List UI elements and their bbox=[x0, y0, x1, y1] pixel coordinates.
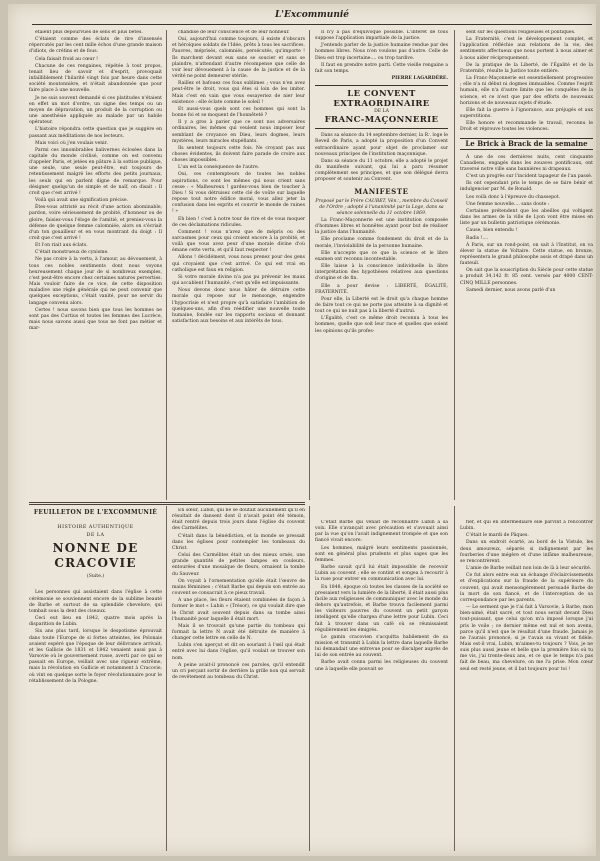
story-paragraph: Lubin s'en aperçut et dit en souriant à l'œil qui était entré avec lui dans l'église, qu'il voulait se trouver son nom. bbox=[172, 643, 305, 661]
story-paragraph: C'était Barbe qui venait de reconnaître Lubin à sa voix. Elle s'avançait avec précaution et s'avouait ainsi par la vue qu'on l'avait indignement trompée et que son fiancé vivait encore. bbox=[315, 520, 448, 544]
paragraph: Radis !.... bbox=[466, 235, 489, 241]
paragraph: C'est un progrès sur l'incident tapageur de l'an passé. bbox=[466, 174, 593, 180]
story-paragraph: C'était le mardi de Pâques. bbox=[466, 533, 529, 539]
story-paragraph: Mais il se trouvait qu'une partie du tombeau qui formait la lettre N avait été détruite de manière à changer cette lettre en celle de N. bbox=[172, 623, 305, 642]
paragraph: C'étaient comme des éclats de rire d'insensés répercutés par les cent mille échos d'une grande maison d'idiots, de crétins et de fous. bbox=[29, 37, 162, 55]
feuilleton-column-2 bbox=[172, 508, 305, 848]
paragraph: Une femme nouvelle.... sans doute : bbox=[466, 201, 550, 207]
paragraph: étaient plus dépourvues de sens et plus bêtes. bbox=[35, 30, 143, 35]
paragraph: L'Égalité, c'est ce même droit reconnu à tous les hommes, quelle que soit leur race et quelles que soient les opinions qu'ils profes- bbox=[315, 316, 448, 334]
story-paragraph: — Le serment que je t'ai fait à Varsovie, à Barbe, mon bien-aimé, était sacré, et tout nous serait devant Dieu tout-puissant, que celui qu'on m'a imposé lorsque j'ai pris le voile ; ce dernier même est nul et non avenu, parce qu'il n'est que le résultat d'une fraude. Jamais je ne l'aurais prononcé, si je t'avais su vivant et fidèle. Mais est-il vrai, Lubin, m'aimes-tu toujours ? Vois, je ne suis plus aussi jeune et belle que la première fois où tu me vis, j'ai trente-deux ans, et ce que le temps n'a pas fait de beau, ma chevelure, on me l'a prise. Mon cœur seul est resté jeune, et il bat toujours pour toi ! bbox=[460, 605, 593, 672]
story-paragraph: En 1848, époque où toutes les classes de la société se pressaient vers la lumière de la liberté, il était aussi plus facile aux religieuses de communiquer avec le monde du dehors qu'autrefois, et Barbe trouva facilement parmi les visiteurs pauvres du couvent un petit garçon intelligent qu'elle chargea d'une lettre pour Lubin. Ceci fait à trouver dans un café où se réunissaient régulièrement les émigrés. bbox=[315, 584, 448, 633]
paragraph: Elle honore et recommande le travail, reconnu le Droit et réprouve toutes les violences. bbox=[460, 121, 593, 133]
story-paragraph: Les hommes, malgré leurs sentiments passionnés, sont en général plus prudents et plus sages que les femmes. bbox=[315, 545, 448, 563]
paragraph: Samedi dernier, nous avons parlé d'un bbox=[466, 287, 556, 293]
convent-heading bbox=[315, 85, 448, 129]
paragraph: Allons ! décidément, vous nous prenez pour des gens qui croyaient que c'est arrivé. Ce qui est vrai en catholique est faux en religion. bbox=[172, 255, 305, 273]
story-paragraph: On voyait à l'ornementation qu'elle était l'œuvre de mains féminines ; c'était Barbe qui depuis son entrée au couvent se consacrait à ce pieux travail. bbox=[172, 578, 305, 597]
article-signature: PIERRE LAGARDÈRE. bbox=[391, 76, 448, 82]
paragraph: Je ne suis souvent demandé si ces platitudes n'étaient en effet un mot d'ordre, un signe des temps ou un moyen de dépravation, un produit de la corruption ou une anesthésie appliquée au malade par un habile opérateur. bbox=[29, 95, 162, 126]
story-suite: (Suite.) bbox=[86, 574, 105, 580]
feuilleton-column-1 bbox=[29, 508, 162, 848]
paragraph: On sait que la souscription du Siècle pour cette statue a produit 34,142 fr. 85 cent. versés par 4000 CENT-CINQ MILLE personnes. bbox=[460, 268, 593, 286]
paragraph: Elle laisse à la conscience individuelle la libre interprétation des hypothèses relatives aux questions d'origine et de fin. bbox=[315, 264, 448, 282]
column-rule bbox=[454, 506, 455, 851]
paragraph: Pour elle, la Liberté est le droit qu'a chaque homme de faire tout ce qui ne porte pas atteinte à sa dignité et tout ce qui ne nuit pas à la liberté d'autrui. bbox=[315, 296, 448, 315]
paragraph: L'histoire répondra cette question que je suggère en passant aux méditations de nos lecteurs. bbox=[29, 127, 162, 139]
feuilleton-rule bbox=[29, 504, 305, 505]
convent-title: LE CONVENT EXTRAORDINAIRE bbox=[333, 89, 430, 110]
paragraph: Raillez et bafouez ces fous sublimes ; vous n'en avez peut-être le droit, vous qui êtes si loin de les imiter. Mais c'est en vain que vous essayeriez de nier leur existence : elle éclate comme le soleil ! bbox=[172, 81, 305, 105]
paragraph: Certes ! nous savons bien que tous les hommes ne sont pas des Curtius et toutes les femmes des Lucrèce, mais nous savons aussi que tous ne font pas métier et mar- bbox=[29, 307, 162, 332]
feuilleton-header: FEUILLETON DE L'EXCOMMUNIÉ bbox=[33, 509, 158, 516]
paragraph: Il faut en prendre notre parti. Cette vieille rengaine a fait son temps. bbox=[315, 62, 448, 74]
story-paragraph: En sœur, Lubin, qui ne se doutait aucunement qu'il en résultait de dansent dont il n'avait point été témoin, était rentré depuis trois jours dans l'église du couvent des Carmélites. bbox=[172, 508, 305, 532]
column-rule bbox=[166, 506, 167, 851]
feuilleton-column-4 bbox=[460, 520, 593, 848]
paragraph: Parmi ces innombrables balivernes éclosées dans la capitale du monde civilisé, comme on est convenu d'appeler Paris, et jetées en pâture à la sottise publique, une seule, une seule peut-être, eut toujours de retentissement malgré les efforts des petits journaux, les seuls qui en parlent digne de remarque. Pour désigner quelqu'un de simple et de naïf, on disait : Il croit que c'est arrivé ! bbox=[29, 147, 162, 196]
paragraph: Chacune de ces rengaines, répétée à tout propos, tenait lieu de savoir et d'esprit, provoquait infailliblement l'hilarité vingt fois par heure dans cette société moutonnière, et n'était abandonnée que pour faire place à une nouvelle. bbox=[29, 63, 162, 94]
paragraph: De la pratique de la Liberté, de l'Égalité et de la Fraternité, résulte la Justice toute entière. bbox=[460, 62, 593, 74]
column-rule bbox=[166, 30, 167, 500]
paragraph: Et l'on riait aux éclats. bbox=[35, 243, 88, 249]
newspaper-page bbox=[8, 4, 596, 856]
paragraph: Cela faisait froid au cœur ! bbox=[35, 56, 98, 62]
paragraph: chandise de leur conscience et de leur honneur. bbox=[178, 30, 290, 35]
column-rule bbox=[454, 30, 455, 500]
article-column-4 bbox=[460, 30, 593, 535]
story-paragraph: L'amie de Barbe veillait non loin de là à leur sécurité. bbox=[466, 566, 592, 572]
column-rule bbox=[309, 506, 310, 851]
paragraph: Nous devons donc nous hâter de détruire cette morale qui repose sur le mensonge, engendre l'hypocrisie et n'est propre qu'à satisfaire l'ambition de quelques-uns, afin d'en réédifier une nouvelle toute humaine, fondée sur les rapports sociaux et donnant satisfaction aux besoins et aux intérêts de tous. bbox=[172, 288, 305, 325]
paragraph: Comment ! vous n'avez que de mépris ou des sarcasmes pour ceux qui croient encore à la probité, et voilà que vous avez peur d'une morale divine d'où émane cette vertu, et qu'il faut respecter ! bbox=[172, 229, 305, 254]
paragraph: Ils sentent toujours cette fois. Ne croyant pas aux choses évidentes, ils doivent faire parade de croire aux choses impossibles. bbox=[172, 145, 305, 164]
paragraph: La Franc-Maçonnerie est une institution composée d'hommes libres et honnêtes ayant pour but de réaliser la justice dans l'humanité. bbox=[315, 217, 448, 236]
story-paragraph: Barbe savait qu'il lui était impossible de recevoir Lubin au couvent ; elle se contint et songea à recourir à la ruse pour entrer en communication avec lui. bbox=[315, 565, 448, 583]
paragraph: J'entends parler de la justice humaine rendue par des hommes libres. Nous n'en voulons pas d'autre. Celle de Dieu est trop incertaine.... ou trop tardive. bbox=[315, 43, 448, 61]
story-paragraph: A une place, les fleurs étaient combinées de façon à former le mot « Lubin » (Trésor), ce qui voulait dire que le Christ avait souvent depuis dans sa tombe ainsi l'humanité pour laquelle il était mort. bbox=[172, 598, 305, 622]
story-paragraph: Dans un endroit écarté, au bord de la Vistule, les deux amoureux, séparés si indignement par les fourberies d'une mégère et d'une infâme malheureuse, se rencontrèrent. bbox=[460, 540, 593, 564]
article-column-3 bbox=[315, 30, 448, 535]
story-paragraph: Ceci eut lieu en 1842, quatre mois après la disparition de Lubin. bbox=[29, 616, 162, 628]
paragraph: Oui, ces contempteurs de toutes les nobles aspirations, ce sont les mêmes qui nous crient sans cesse : « Malheureux ! gardez-vous bien de toucher à Dieu ! Si vous détruisez cette clé de voûte sur laquelle repose tout notre édifice moral, vous allez jeter la confusion dans les esprits et couvrir le monde de ruines ! » bbox=[172, 172, 305, 215]
story-kicker: HISTOIRE AUTHENTIQUE bbox=[57, 525, 134, 530]
story-paragraph: C'était dans la bénédiction, et la monde se pressait dans les églises pour contempler les tombeaux du Christ. bbox=[172, 533, 305, 551]
manifeste-subtitle: Proposé par le Frère CAUBET, Vén∴, membre du Conseil de l'Ordre ; adopté à l'unanimité par la Loge, dans sa séance solennelle du 11 octobre 1869. bbox=[315, 198, 448, 216]
paragraph: À Paris, sur un rond-point, on sait à l'Institut, on va élever la statue de Voltaire. Cette statue, en bronze, représentera le grand philosophe assis et drapé dans un fauteuil. bbox=[460, 242, 593, 267]
paragraph: Il n'y a pas d'équivoque possible. L'intérêt de tous suppose l'application impartiale de la justice. bbox=[315, 30, 448, 42]
paragraph: Si votre morale divine n'a pas pu prévenir les maux qui accablent l'humanité, c'est qu'elle est impuissante. bbox=[172, 274, 305, 287]
story-paragraph: fier, et qui en intermédiaire elle parvint à rencontrer Lubin. bbox=[460, 520, 593, 532]
paragraph: Elle a pour devise : LIBERTÉ, ÉGALITÉ, FRATERNITÉ. bbox=[315, 283, 448, 295]
paragraph: Elle proclame comme fondement du droit et de la morale, l'inviolabilité de la personne humaine. bbox=[315, 237, 448, 249]
paragraph: Dans sa séance du 11 octobre, elle a adopté le projet du manifeste suivant, qui lui a paru résumer complètement ses principes, et que son délégué devra proposer et soutenir au Convent. bbox=[315, 158, 448, 183]
paragraph: La Franc-Maçonnerie est essentiellement progressive ; elle n'a ni début ni dogmes immuables. Comme l'esprit humain, elle n'a d'autre limite que les conquêtes de la science, et ce n'est que par des efforts de nouveaux horizons et de nouveaux sujets d'étude. bbox=[460, 76, 593, 106]
paragraph: Êtes-vous attristé au récit d'une action abominable, pardon, voire sérieusement de probité, d'honneur ou de gloire, faisiez-vous l'éloge de l'amitié, et preniez-vous la défense de quelque femme calomniée, alors on s'écriait d'un ton gouailleur et en vous montrant du doigt : Il croit que c'est arrivé ! bbox=[29, 205, 162, 241]
paragraph: Les voilà donc à l'épreuve du chassepot. bbox=[466, 194, 561, 200]
story-paragraph: Celui des Carmélites était un des mieux ornés, une grande quantité de petites lampes en couleurs, entourées d'une mosaïque de fleurs, ornaient la tombe du Sauveur. bbox=[172, 553, 305, 577]
story-paragraph: Six ans plus tard, lorsque le despotisme éprouvait dans toute l'Europe de si fortes atteintes, les Polonais avaient espéré que l'époque de leur délivrance arrivait, et les Gallicie de 1831 et 1842 venaient aussi pas à Varsovie où le gouvernement russe, averti par ce qui se passait en Europe, veillait avec une rigueur extrême, mais la révolution en Gallicie et notamment à Cracovie, où vint en quelque sorte le foyer révolutionnaire pour le rétablissement de la Pologne. bbox=[29, 629, 162, 684]
story-paragraph: Ce fut alors entre eux un échange d'éclaircissements et d'explications sur la fraude de la supérieure du couvent, qui avait mensongèrement persuadé Barbe de la mort de son fiancé, et de l'interception de sa correspondance par les parents. bbox=[460, 573, 593, 603]
story-paragraph: Les personnes qui assistaient dans l'église à cette cérémonie se souviennent encore de la sublime beauté de Barbe et surtout de sa splendide chevelure, qui tombait sous la dent des ciseaux. bbox=[29, 590, 162, 614]
story-paragraph: A peine avait-il prononcé ces paroles, qu'il entendit un cri perçant sortir de derrière la grille non qui servait de revêtement au tombeau du Christ. bbox=[172, 662, 305, 681]
paragraph: L'un est la conséquence de l'autre. bbox=[178, 165, 260, 171]
paragraph: À une de ces dernières nuits, cent cinquante Canadiens, engagés dans les zouaves pontificaux, ont traversé notre ville sans bannières ni drapeaux. bbox=[460, 154, 593, 172]
paragraph: Elle n'accepte que ce que la science et le libre examen ont reconnu incontestable. bbox=[315, 250, 448, 262]
paragraph: Ils ont cependant pris le temps de se faire bénir et indulgencier par M. de Bonald. bbox=[460, 181, 593, 193]
paragraph: Dans sa séance du 14 septembre dernier, la R∴ loge le Reveil de Paris, a adopté la proposition d'un Convent extraordinaire ayant pour objet de proclamer sur nouveaux principes de l'institution maçonnique. bbox=[315, 133, 448, 157]
feuilleton-column-3 bbox=[315, 520, 448, 848]
manifeste-title: MANIFESTE bbox=[354, 186, 409, 196]
story-title: NONNE DE CRACOVIE bbox=[52, 541, 139, 571]
paragraph: Eh bien ! c'est à notre tour de rire et de vous moquer de ces déclamations ridicules. bbox=[172, 216, 305, 228]
article-column-1 bbox=[29, 30, 162, 498]
paragraph: sent sur les questions religieuses et politiques. bbox=[466, 30, 576, 35]
convent-subtitle: FRANC-MAÇONNERIE bbox=[324, 115, 439, 126]
paragraph: Elle fait la guerre à l'ignorance, aux préjugés et aux superstitions. bbox=[460, 107, 593, 120]
story-paragraph: Barbe avait connu parmi les religieuses du couvent une à laquelle elle pouvait se bbox=[315, 660, 448, 672]
paragraph: Cause, bien entendu ! bbox=[466, 228, 518, 234]
masthead: L'Excommunié bbox=[32, 10, 592, 25]
paragraph: Mais voici où j'en voulais venir. bbox=[35, 140, 108, 146]
paragraph: Certaines prétendent que les abeilles qui voltigent dans les armes de la ville de Lyon vont être mises en liste par un bulletin patriotique cérémonie. bbox=[460, 208, 593, 227]
paragraph: Et aussi-vous quels sont ces hommes qui sont la bonne foi et se moquent de l'honnêteté ? bbox=[172, 106, 305, 119]
paragraph: C'était monstrueux de cynisme. bbox=[35, 250, 109, 256]
paragraph: Ne pas croire à la vertu, à l'amour, au dévouement, à tous ces nobles sentiments dont nous voyons heureusement chaque jour de si nombreux exemples, c'est peut-être encore chez certaines natures perverties. Mais vouloir faire de ce vice, de cette disposition maladive une règle générale qui ne peut convenir que quelques exceptions, c'était vanité, pour ne servir du langage convenu alors. bbox=[29, 257, 162, 306]
feuilleton-rule bbox=[29, 502, 305, 503]
paragraph: Oui, aujourd'hui comme toujours, il existe d'obscurs et héroïques soldats de l'Idée, prêts à tous les sacrifices. Pauvres, méprisés, calomniés, persécutés, qu'importe ! Ils marchent devant eux sans se soucier et sans se plaindre, n'attendant d'autre récompense que celle de voir leur dévouement à la cause de la justice et de la vérité ne point demeurer stérile. bbox=[172, 37, 305, 80]
convent-title-connector: DE LA bbox=[374, 109, 389, 115]
story-kicker-connector: DE LA bbox=[86, 533, 105, 539]
story-paragraph: Le gamin cracovien s'acquitta habilement de sa mission et transmit à Lubin la lettre dans laquelle Barbe lui demandait une entrevue pour se disculper auprès de lui de son entrée au couvent. bbox=[315, 634, 448, 659]
brick-a-brack-heading: Le Brick à Brack de la semaine bbox=[460, 138, 593, 150]
column-rule bbox=[309, 30, 310, 500]
paragraph: La Fraternité, c'est le développement complet, et l'application réfléchie aux relations de la vie, des sentiments affectueux que nous portent à nous aimer et à nous aider réciproquement. bbox=[460, 37, 593, 61]
article-column-2 bbox=[172, 30, 305, 498]
paragraph: Il y a gros à parier que ce sont nos adversaires ordinaires, les mêmes qui veulent nous imposer leur semblant de croyance en Dieu, leurs dogmes, leurs mystères, leurs miracles stupéfiants. bbox=[172, 120, 305, 144]
paragraph: Voilà qui avait une signification précise. bbox=[35, 198, 129, 204]
